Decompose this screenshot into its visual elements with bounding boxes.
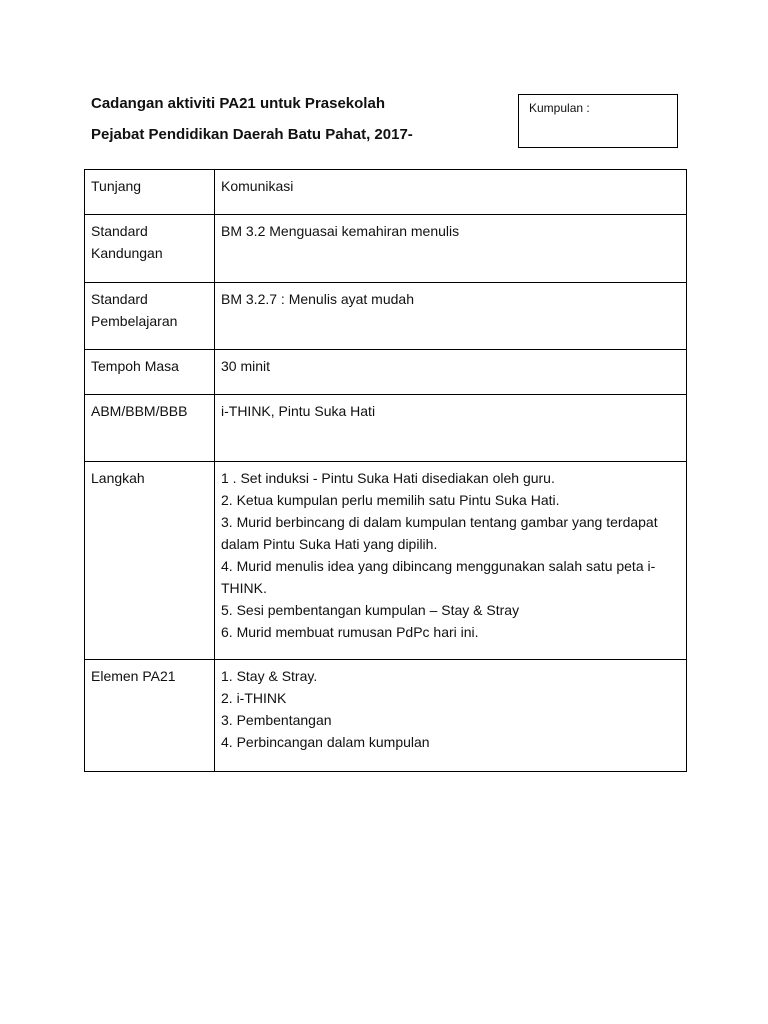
elemen-item-2: 2. i-THINK [221, 690, 287, 706]
table-row [85, 660, 687, 772]
kumpulan-label: Kumpulan : [529, 101, 590, 115]
row-label-elemen: Elemen PA21 [85, 660, 215, 772]
title-line-1: Cadangan aktiviti PA21 untuk Prasekolah [91, 95, 385, 112]
row-label-tunjang: Tunjang [85, 170, 215, 215]
langkah-step-3: 3. Murid berbincang di dalam kumpulan tentang gambar yang terdapat dalam Pintu Suka Hati yang dipilih. [221, 514, 658, 552]
row-label-langkah: Langkah [85, 462, 215, 660]
row-label-abm: ABM/BBM/BBB [85, 395, 215, 462]
table-row [85, 283, 687, 350]
lesson-plan-table [84, 169, 687, 772]
table-row [85, 170, 687, 215]
row-value-tunjang: Komunikasi [215, 170, 687, 215]
row-value-elemen [215, 660, 687, 772]
row-value-abm: i-THINK, Pintu Suka Hati [215, 395, 687, 462]
langkah-step-2: 2. Ketua kumpulan perlu memilih satu Pintu Suka Hati. [221, 492, 560, 508]
row-label-standard-pembelajaran: Standard Pembelajaran [85, 283, 215, 350]
langkah-step-5: 5. Sesi pembentangan kumpulan – Stay & Stray [221, 602, 520, 618]
elemen-item-4: 4. Perbincangan dalam kumpulan [221, 734, 430, 750]
langkah-step-1: 1 . Set induksi - Pintu Suka Hati disediakan oleh guru. [221, 470, 555, 486]
langkah-step-6: 6. Murid membuat rumusan PdPc hari ini. [221, 624, 479, 640]
row-value-standard-pembelajaran: BM 3.2.7 : Menulis ayat mudah [215, 283, 687, 350]
row-label-standard-kandungan: Standard Kandungan [85, 215, 215, 283]
row-value-langkah [215, 462, 687, 660]
kumpulan-field[interactable] [518, 94, 678, 148]
document-title [91, 93, 491, 146]
table-row [85, 395, 687, 462]
table-row [85, 462, 687, 660]
langkah-step-4: 4. Murid menulis idea yang dibincang menggunakan salah satu peta i-THINK. [221, 558, 656, 596]
elemen-item-1: 1. Stay & Stray. [221, 668, 318, 684]
table-row [85, 350, 687, 395]
elemen-item-3: 3. Pembentangan [221, 712, 332, 728]
table-row [85, 215, 687, 283]
row-value-tempoh-masa: 30 minit [215, 350, 687, 395]
title-line-2: Pejabat Pendidikan Daerah Batu Pahat, 2017- [91, 126, 413, 143]
row-value-standard-kandungan: BM 3.2 Menguasai kemahiran menulis [215, 215, 687, 283]
row-label-tempoh-masa: Tempoh Masa [85, 350, 215, 395]
